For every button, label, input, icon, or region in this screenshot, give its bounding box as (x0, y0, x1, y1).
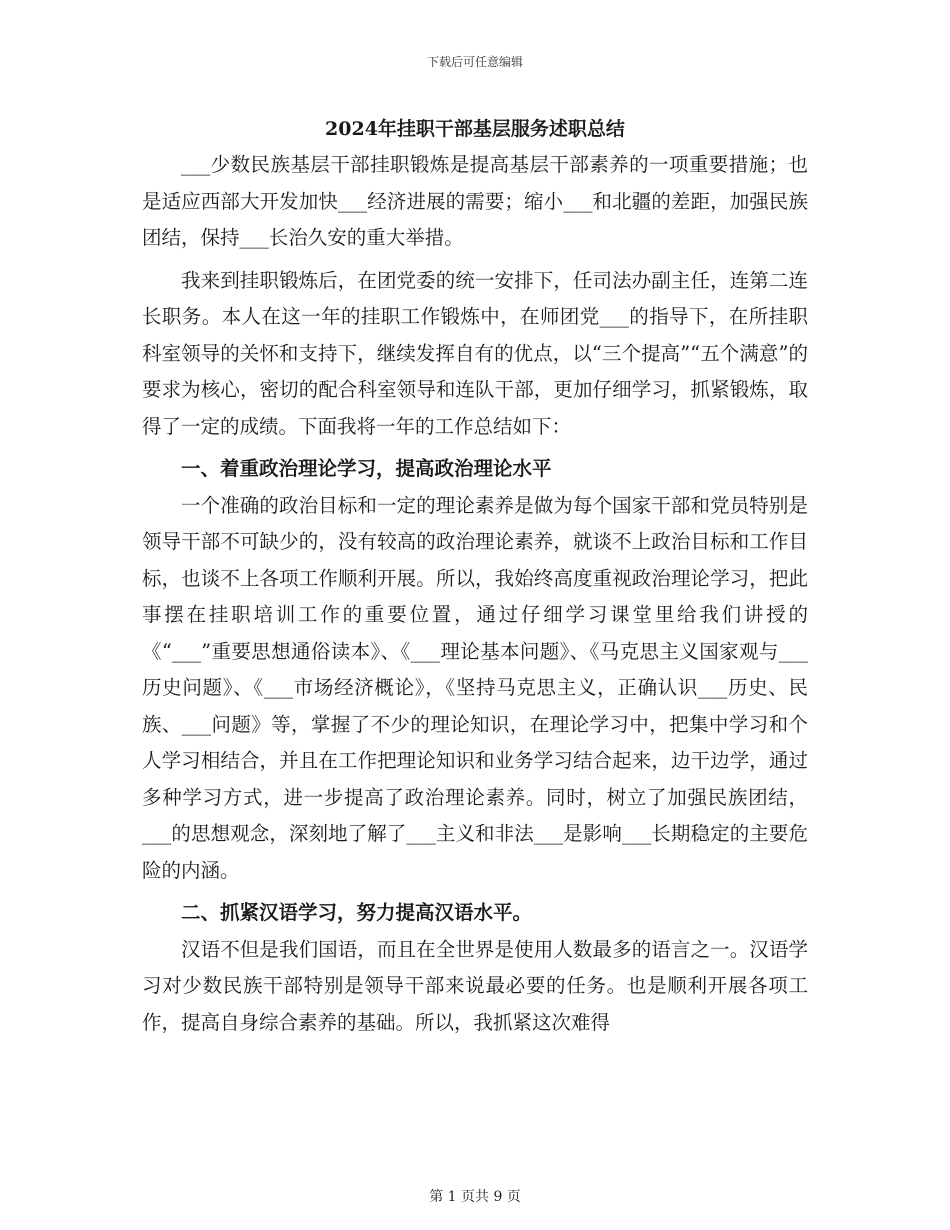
section-heading-1: 一、着重政治理论学习，提高政治理论水平 (181, 457, 552, 480)
section-1-paragraph: 一个准确的政治目标和一定的理论素养是做为每个国家干部和党员特别是领导干部不可缺少的，没有较高的政治理论素养，就谈不上政治目标和工作目标，也谈不上各项工作顺利开展。所以，我始终高度重视政治理论学习，把此事摆在挂职培训工作的重要位置，通过仔细学习课堂里给我们讲授的《“___”重要思想通俗读本》、《___理论基本问题》、《马克思主义国家观与___历史问题》、《___市场经济概论》，《坚持马克思主义，正确认识___历史、民族、___问题》等，掌握了不少的理论知识，在理论学习中，把集中学习和个人学习相结合，并且在工作把理论知识和业务学习结合起来，边干边学，通过多种学习方式，进一步提高了政治理论素养。同时，树立了加强民族团结，___的思想观念，深刻地了解了___主义和非法___是影响___长期稳定的主要危险的内涵。 (142, 493, 808, 882)
page-number-footer: 第 1 页共 9 页 (429, 1189, 521, 1205)
intro-paragraph-2: 我来到挂职锻炼后，在团党委的统一安排下，任司法办副主任，连第二连长职务。本人在这一年的挂职工作锻炼中，在师团党___的指导下，在所挂职科室领导的关怀和支持下，继续发挥自有的优点，以“三个提高”“五个满意”的要求为核心，密切的配合科室领导和连队干部，更加仔细学习，抓紧锻炼，取得了一定的成绩。下面我将一年的工作总结如下： (142, 268, 808, 438)
intro-paragraph-1: ___少数民族基层干部挂职锻炼是提高基层干部素养的一项重要措施；也是适应西部大开发加快___经济进展的需要；缩小___和北疆的差距，加强民族团结，保持___长治久安的重大举措。 (142, 153, 808, 249)
section-heading-2: 二、抓紧汉语学习，努力提高汉语水平。 (181, 901, 533, 924)
section-2-paragraph: 汉语不但是我们国语，而且在全世界是使用人数最多的语言之一。汉语学习对少数民族干部特别是领导干部来说最必要的任务。也是顺利开展各项工作，提高自身综合素养的基础。所以，我抓紧这次难得 (142, 937, 808, 1034)
document-body (142, 111, 808, 1041)
page-header-note: 下载后可任意编辑 (426, 55, 523, 69)
document-title: 2024年挂职干部基层服务述职总结 (325, 118, 625, 140)
